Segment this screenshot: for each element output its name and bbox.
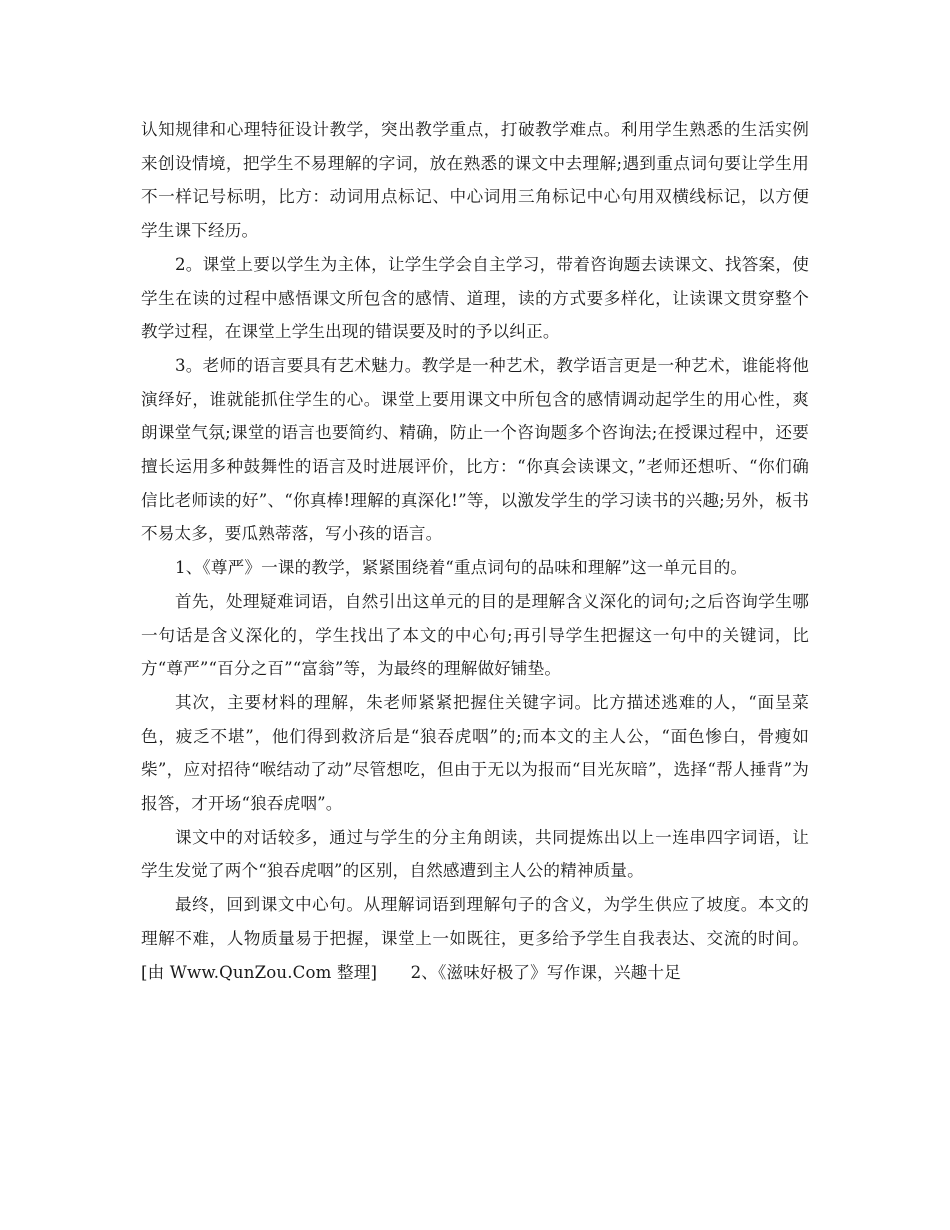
paragraph-1: 认知规律和心理特征设计教学，突出教学重点，打破教学难点。利用学生熟悉的生活实例来创设情境，把学生不易理解的字词，放在熟悉的课文中去理解;遇到重点词句要让学生用不一样记号标明，比方：动词用点标记、中心词用三角标记中心句用双横线标记，以方便学生课下经历。 (141, 120, 809, 241)
paragraph-5: 首先，处理疑难词语，自然引出这单元的目的是理解含义深化的词句;之后咨询学生哪一句话是含义深化的，学生找出了本文的中心句;再引导学生把握这一句中的关键词，比方“尊严”“百分之百”“富翁”等，为最终的理解做好铺垫。 (141, 591, 809, 679)
paragraph-6: 其次，主要材料的理解，朱老师紧紧把握住关键字词。比方描述逃难的人，“面呈菜色，疲乏不堪”，他们得到救济后是“狼吞虎咽”的;而本文的主人公，“面色惨白，骨瘦如柴”，应对招待“喉结动了动”尽管想吃，但由于无以为报而“目光灰暗”，选择“帮人捶背”为报答，才开场“狼吞虎咽”。 (141, 692, 809, 814)
paragraph-8: 最终，回到课文中心句。从理解词语到理解句子的含义，为学生供应了坡度。本文的理解不难，人物质量易于把握，课堂上一如既往，更多给予学生自我表达、交流的时间。[由 Www.QunZou.Com 整理] 2、《滋味好极了》写作课，兴趣十足 (141, 895, 809, 982)
paragraph-2: 2。课堂上要以学生为主体，让学生学会自主学习，带着咨询题去读课文、找答案，使学生在读的过程中感悟课文所包含的感情、道理，读的方式要多样化，让读课文贯穿整个教学过程，在课堂上学生出现的错误要及时的予以纠正。 (141, 254, 809, 342)
paragraph-4: 1、《尊严》一课的教学，紧紧围绕着“重点词句的品味和理解”这一单元目的。 (175, 558, 748, 578)
document-body (141, 113, 809, 989)
paragraph-7: 课文中的对话较多，通过与学生的分主角朗读，共同提炼出以上一连串四字词语，让学生发觉了两个“狼吞虎咽”的区别，自然感遭到主人公的精神质量。 (141, 827, 809, 881)
paragraph-3: 3。老师的语言要具有艺术魅力。教学是一种艺术，教学语言更是一种艺术，谁能将他演绎好，谁就能抓住学生的心。课堂上要用课文中所包含的感情调动起学生的用心性，爽朗课堂气氛;课堂的语言也要简约、精确，防止一个咨询题多个咨询法;在授课过程中，还要擅长运用多种鼓舞性的语言及时进展评价，比方：“你真会读课文，”老师还想听、“你们确信比老师读的好”、“你真棒!理解的真深化!”等，以激发学生的学习读书的兴趣;另外，板书不易太多，要瓜熟蒂落，写小孩的语言。 (141, 355, 809, 544)
